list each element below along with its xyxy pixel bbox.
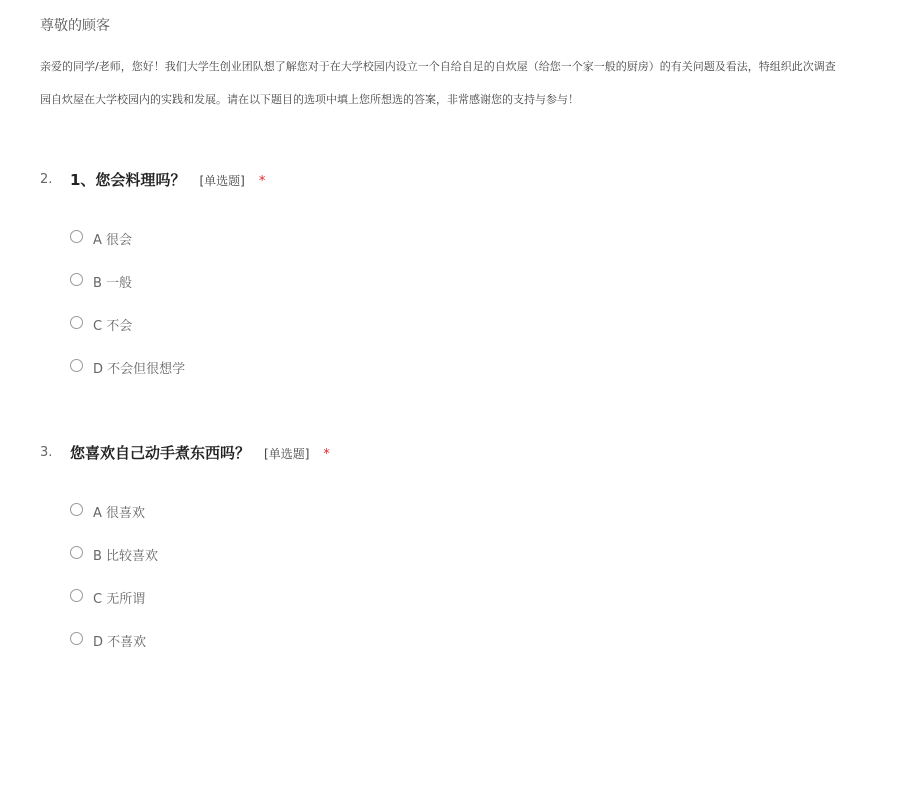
required-marker: * xyxy=(258,174,266,189)
question-block-3 xyxy=(40,442,880,650)
radio-button[interactable] xyxy=(70,546,83,559)
option-label[interactable]: B 一般 xyxy=(93,276,133,291)
radio-button[interactable] xyxy=(70,316,83,329)
question-title-text: 1、您会料理吗？ xyxy=(70,171,186,189)
survey-intro-line-2: 园自炊屋在大学校园内的实践和发展。请在以下题目的选项中填上您所想选的答案，非常感谢您的支持与参与！ xyxy=(40,93,579,106)
survey-intro-line-1: 亲爱的同学/老师，您好！我们大学生创业团队想了解您对于在大学校园内设立一个自给自足的自炊屋（给您一个家一般的厨房）的有关问题及看法，特组织此次调查 xyxy=(40,60,836,73)
radio-button[interactable] xyxy=(70,359,83,372)
question-title xyxy=(70,442,330,463)
question-header xyxy=(40,169,880,193)
question-number: 3. xyxy=(40,445,53,460)
question-block-2 xyxy=(40,169,880,377)
question-title-text: 您喜欢自己动手煮东西吗？ xyxy=(70,444,251,462)
survey-greeting: 尊敬的顾客 xyxy=(40,18,110,34)
option-label[interactable]: A 很喜欢 xyxy=(93,506,146,521)
question-type-label: [单选题] xyxy=(264,447,310,461)
option-label[interactable]: D 不喜欢 xyxy=(93,635,147,650)
radio-button[interactable] xyxy=(70,632,83,645)
question-type-label: [单选题] xyxy=(199,174,245,188)
radio-button[interactable] xyxy=(70,589,83,602)
required-marker: * xyxy=(323,447,330,462)
option-label[interactable]: C 无所谓 xyxy=(93,592,146,607)
option-label[interactable]: D 不会但很想学 xyxy=(93,362,186,377)
option-label[interactable]: B 比较喜欢 xyxy=(93,549,159,564)
radio-button[interactable] xyxy=(70,273,83,286)
question-header xyxy=(40,442,880,466)
question-number: 2. xyxy=(40,172,53,187)
option-label[interactable]: C 不会 xyxy=(93,319,133,334)
radio-button[interactable] xyxy=(70,230,83,243)
question-title xyxy=(70,169,265,190)
radio-button[interactable] xyxy=(70,503,83,516)
option-label[interactable]: A 很会 xyxy=(93,233,133,248)
